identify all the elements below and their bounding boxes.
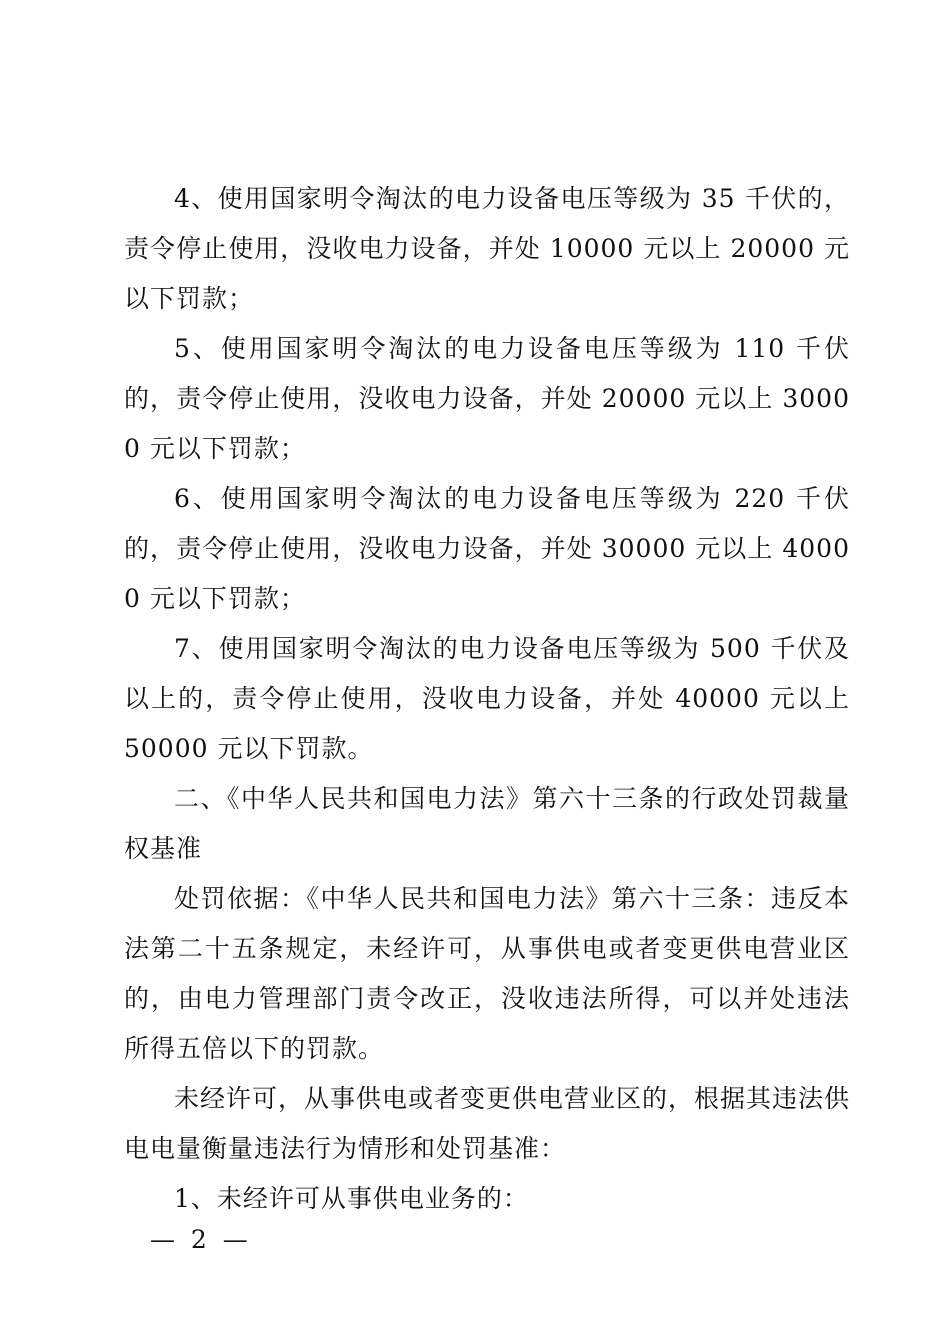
- paragraph-item-7: 7、使用国家明令淘汰的电力设备电压等级为 500 千伏及以上的，责令停止使用，没收电力设备，并处 40000 元以上 50000 元以下罚款。: [124, 634, 850, 763]
- paragraph-item-4: 4、使用国家明令淘汰的电力设备电压等级为 35 千伏的，责令停止使用，没收电力设备，并处 10000 元以上 20000 元以下罚款；: [124, 184, 850, 313]
- section-heading-article-63: 二、《中华人民共和国电力法》第六十三条的行政处罚裁量权基准: [124, 784, 850, 863]
- paragraph-item-5: 5、使用国家明令淘汰的电力设备电压等级为 110 千伏的，责令停止使用，没收电力设备，并处 20000 元以上 30000 元以下罚款；: [124, 334, 850, 463]
- document-body: [124, 174, 850, 1224]
- unlicensed-supply-paragraph: 未经许可，从事供电或者变更供电营业区的，根据其违法供电电量衡量违法行为情形和处罚基准：: [124, 1084, 851, 1163]
- paragraph-item-unlicensed-1: 1、未经许可从事供电业务的：: [174, 1184, 529, 1213]
- penalty-basis-paragraph: 处罚依据：《中华人民共和国电力法》第六十三条：违反本法第二十五条规定，未经许可，从事供电或者变更供电营业区的，由电力管理部门责令改正，没收违法所得，可以并处违法所得五倍以下的罚款。: [124, 884, 850, 1063]
- paragraph-item-6: 6、使用国家明令淘汰的电力设备电压等级为 220 千伏的，责令停止使用，没收电力设备，并处 30000 元以上 40000 元以下罚款；: [124, 484, 850, 613]
- page-number: — 2 —: [150, 1225, 248, 1254]
